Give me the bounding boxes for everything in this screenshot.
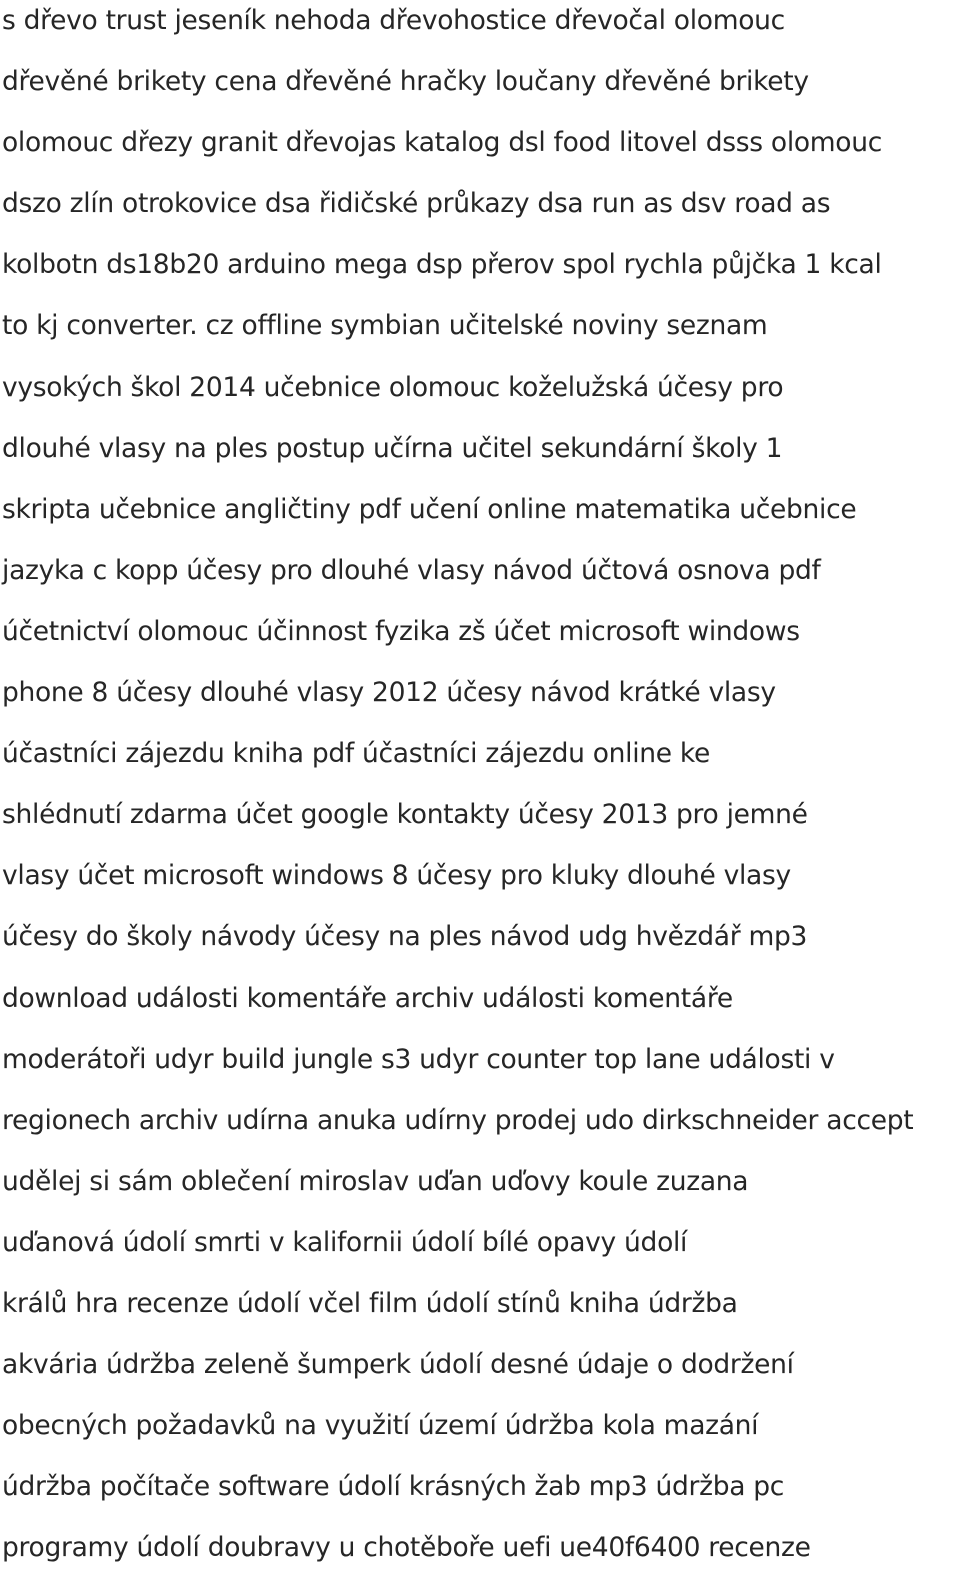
body-text [2,0,958,1588]
text-line: to kj converter. cz offline symbian učitelské noviny seznam [2,310,768,342]
text-line: s dřevo trust jeseník nehoda dřevohostice dřevočal olomouc [2,5,785,36]
text-line: regionech archiv udírna anuka udírny prodej udo dirkschneider accept [2,1104,914,1136]
text-line: phone 8 účesy dlouhé vlasy 2012 účesy návod krátké vlasy [2,677,776,709]
text-line: shlédnutí zdarma účet google kontakty účesy 2013 pro jemné [2,799,808,831]
text-line: download události komentáře archiv události komentáře [2,982,733,1014]
text-line: účastníci zájezdu kniha pdf účastníci zájezdu online ke [2,738,710,770]
text-line: uďanová údolí smrti v kalifornii údolí bílé opavy údolí [2,1226,688,1258]
text-line: účetnictví olomouc účinnost fyzika zš účet microsoft windows [2,615,800,647]
text-line: kolbotn ds18b20 arduino mega dsp přerov spol rychla půjčka 1 kcal [2,249,882,281]
text-line: programy údolí doubravy u chotěboře uefi ue40f6400 recenze [2,1532,811,1564]
text-line: dszo zlín otrokovice dsa řidičské průkazy dsa run as dsv road as [2,188,831,220]
text-line: skripta učebnice angličtiny pdf učení online matematika učebnice [2,493,857,525]
text-line: olomouc dřezy granit dřevojas katalog dsl food litovel dsss olomouc [2,127,882,159]
text-line: králů hra recenze údolí včel film údolí stínů kniha údržba [2,1287,738,1319]
text-line: dlouhé vlasy na ples postup učírna učitel sekundární školy 1 [2,432,783,464]
text-line: dřevěné brikety cena dřevěné hračky loučany dřevěné brikety [2,66,809,98]
text-line: akvária údržba zeleně šumperk údolí desné údaje o dodržení [2,1349,794,1381]
text-line: jazyka c kopp účesy pro dlouhé vlasy návod účtová osnova pdf [2,554,821,586]
text-line: vlasy účet microsoft windows 8 účesy pro kluky dlouhé vlasy [2,860,791,892]
text-line: moderátoři udyr build jungle s3 udyr counter top lane události v [2,1043,835,1075]
text-line: účesy do školy návody účesy na ples návod udg hvězdář mp3 [2,921,808,953]
text-line: obecných požadavků na využití území údržba kola mazání [2,1410,759,1442]
text-line: vysokých škol 2014 učebnice olomouc koželužská účesy pro [2,371,784,403]
text-line: údržba počítače software údolí krásných žab mp3 údržba pc [2,1471,785,1503]
text-line: udělej si sám oblečení miroslav uďan uďovy koule zuzana [2,1165,749,1197]
